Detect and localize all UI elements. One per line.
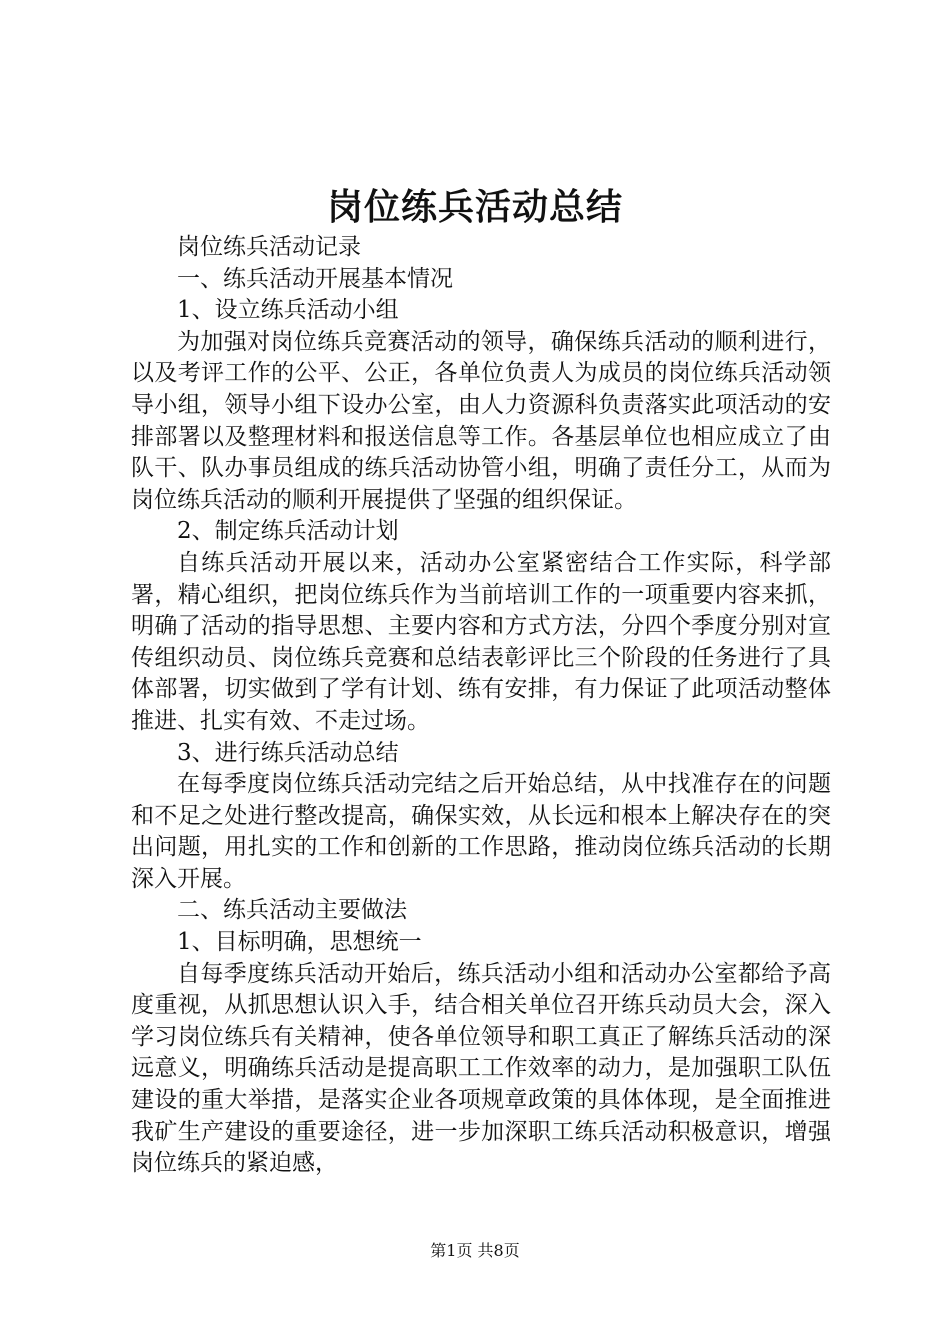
paragraph: 自每季度练兵活动开始后，练兵活动小组和活动办公室都给予高度重视，从抓思想认识入手，结合相关单位召开练兵动员大会，深入学习岗位练兵有关精神，使各单位领导和职工真正了解练兵活动的深远意义，明确练兵活动是提高职工工作效率的动力，是加强职工队伍建设的重大举措，是落实企业各项规章政策的具体体现，是全面推进我矿生产建设的重要途径，进一步加深职工练兵活动积极意识，增强岗位练兵的紧迫感， <box>131 960 831 1177</box>
section-heading: 二、练兵活动主要做法 <box>177 897 407 924</box>
subsection-heading: 1、设立练兵活动小组 <box>177 297 399 324</box>
subsection-heading: 2、制定练兵活动计划 <box>177 518 399 545</box>
document-body <box>131 232 831 1180</box>
paragraph: 岗位练兵活动记录 <box>177 234 361 260</box>
document-title: 岗位练兵活动总结 <box>326 187 623 228</box>
subsection-heading: 3、进行练兵活动总结 <box>177 739 399 766</box>
subsection-heading: 1、目标明确，思想统一 <box>177 929 422 956</box>
paragraph: 自练兵活动开展以来，活动办公室紧密结合工作实际，科学部署，精心组织，把岗位练兵作为当前培训工作的一项重要内容来抓，明确了活动的指导思想、主要内容和方式方法，分四个季度分别对宣传组织动员、岗位练兵竞赛和总结表彰评比三个阶段的任务进行了具体部署，切实做到了学有计划、练有安排，有力保证了此项活动整体推进、扎实有效、不走过场。 <box>131 549 831 734</box>
paragraph: 为加强对岗位练兵竞赛活动的领导，确保练兵活动的顺利进行，以及考评工作的公平、公正，各单位负责人为成员的岗位练兵活动领导小组，领导小组下设办公室，由人力资源科负责落实此项活动的安排部署以及整理材料和报送信息等工作。各基层单位也相应成立了由队干、队办事员组成的练兵活动协管小组，明确了责任分工，从而为岗位练兵活动的顺利开展提供了坚强的组织保证。 <box>131 328 831 513</box>
section-heading: 一、练兵活动开展基本情况 <box>177 265 453 292</box>
paragraph: 在每季度岗位练兵活动完结之后开始总结，从中找准存在的问题和不足之处进行整改提高，确保实效，从长远和根本上解决存在的突出问题，用扎实的工作和创新的工作思路，推动岗位练兵活动的长期深入开展。 <box>131 771 831 892</box>
page-footer: 第1页 共8页 <box>430 1241 520 1260</box>
